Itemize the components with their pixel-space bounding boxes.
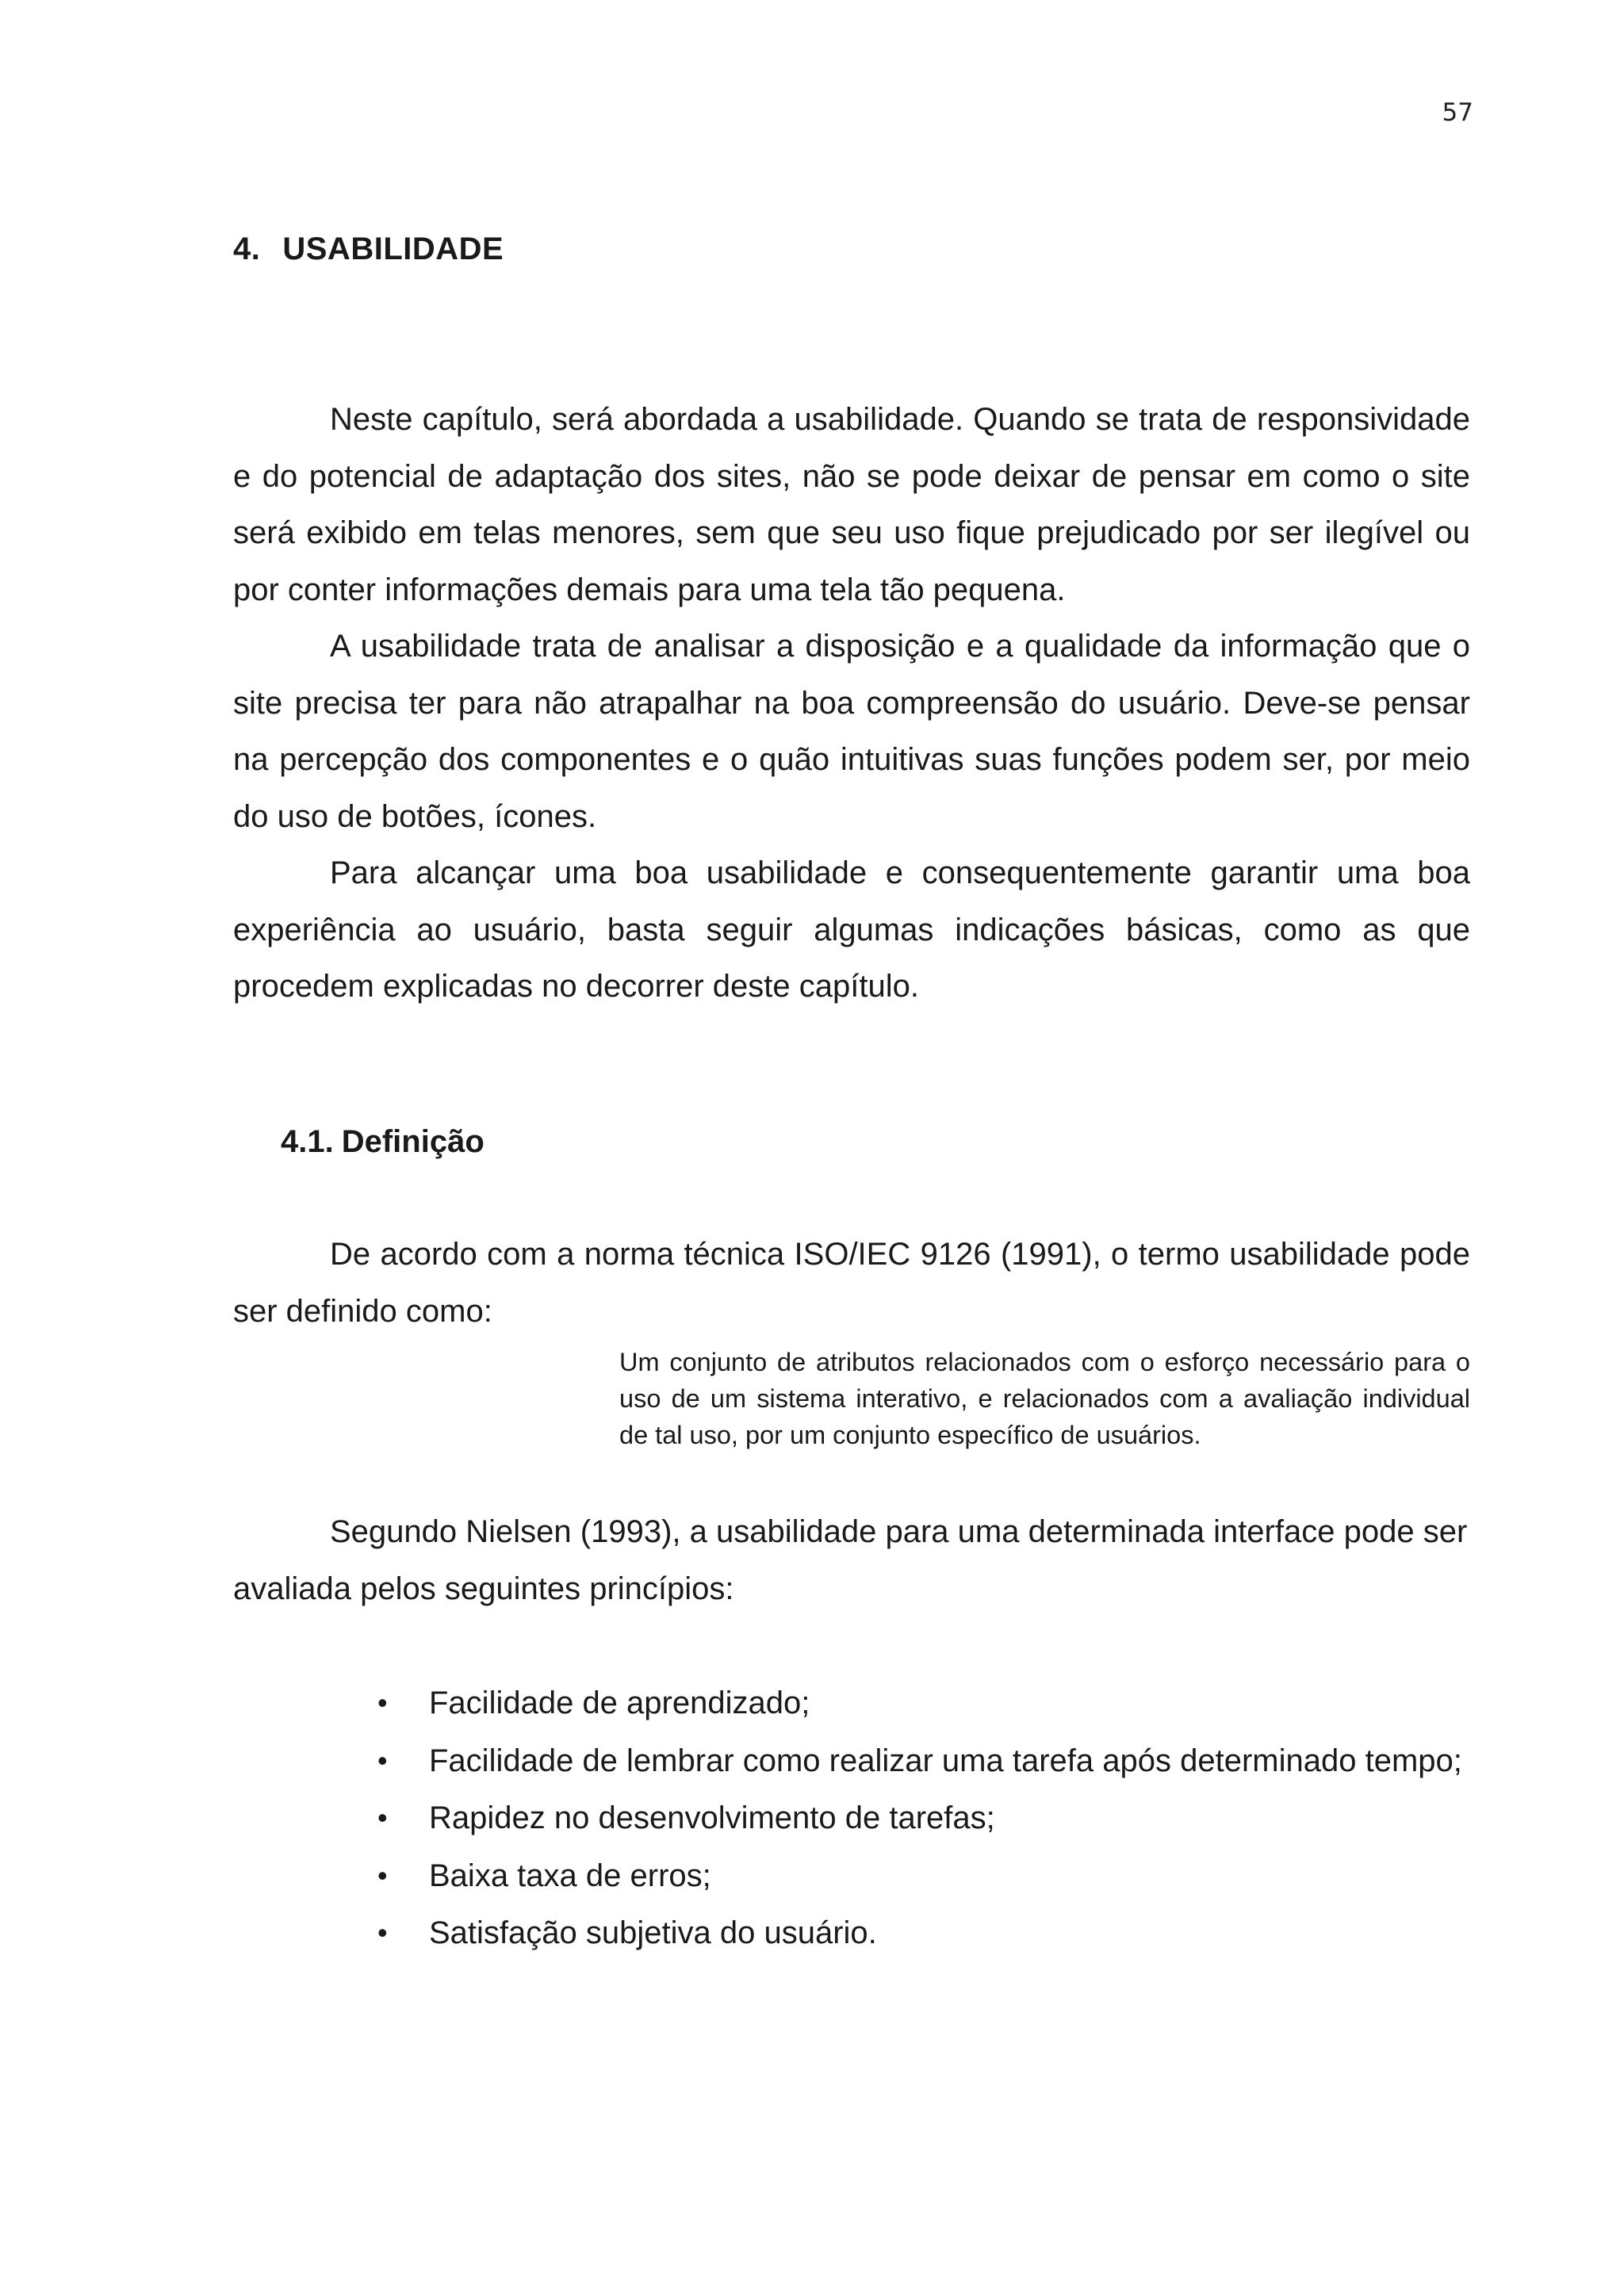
list-item [377,1789,1470,1847]
definition-section [233,1226,1470,1340]
list-item-text: Facilidade de lembrar como realizar uma tarefa após determinado tempo; [429,1743,1462,1778]
bullet-icon: • [377,1916,388,1949]
section-title-text: Definição [341,1124,485,1159]
section-number: 4.1. [281,1124,334,1159]
intro-paragraph: A usabilidade trata de analisar a disposição e a qualidade da informação que o site precisa ter para não atrapalhar na boa compreensão do usuário. Deve-se pensar na percepção dos componentes e o quão intuitivas suas funções podem ser, por meio do uso de botões, ícones. [233,629,1470,834]
bullet-icon: • [377,1686,388,1719]
intro-paragraph: Neste capítulo, será abordada a usabilidade. Quando se trata de responsividade e do potencial de adaptação dos sites, não se pode deixar de pensar em como o site será exibido em telas menores, sem que seu uso fique prejudicado por ser ilegível ou por conter informações demais para uma tela tão pequena. [233,402,1470,607]
list-item-text: Facilidade de aprendizado; [429,1686,810,1720]
block-quote: Um conjunto de atributos relacionados com o esforço necessário para o uso de um sistema interativo, e relacionados com a avaliação individual de tal uso, por um conjunto específico de usuários. [619,1348,1470,1449]
bullet-icon: • [377,1858,388,1892]
definition-paragraph: De acordo com a norma técnica ISO/IEC 9126 (1991), o termo usabilidade pode ser definido como: [233,1237,1470,1329]
intro-paragraph: Para alcançar uma boa usabilidade e consequentemente garantir uma boa experiência ao usuário, basta seguir algumas indicações básicas, como as que procedem explicadas no decorrer deste capítulo. [233,855,1470,1004]
list-item [377,1732,1470,1790]
list-item [377,1904,1470,1962]
list-item-text: Baixa taxa de erros; [429,1858,711,1893]
nielsen-section [233,1504,1470,1617]
list-item-text: Rapidez no desenvolvimento de tarefas; [429,1800,995,1835]
nielsen-paragraph: Segundo Nielsen (1993), a usabilidade para uma determinada interface pode ser avaliada pelos seguintes princípios: [233,1514,1468,1606]
list-item-text: Satisfação subjetiva do usuário. [429,1915,877,1950]
chapter-title [233,232,504,267]
chapter-number: 4. [233,232,261,266]
list-item [377,1847,1470,1905]
bullet-icon: • [377,1743,388,1777]
bullet-icon: • [377,1801,388,1834]
intro-section [233,392,1470,1016]
section-title [281,1124,485,1160]
chapter-title-text: USABILIDADE [282,232,504,266]
principles-list [377,1674,1470,1962]
page-number: 57 [1442,98,1473,127]
list-item [377,1674,1470,1732]
